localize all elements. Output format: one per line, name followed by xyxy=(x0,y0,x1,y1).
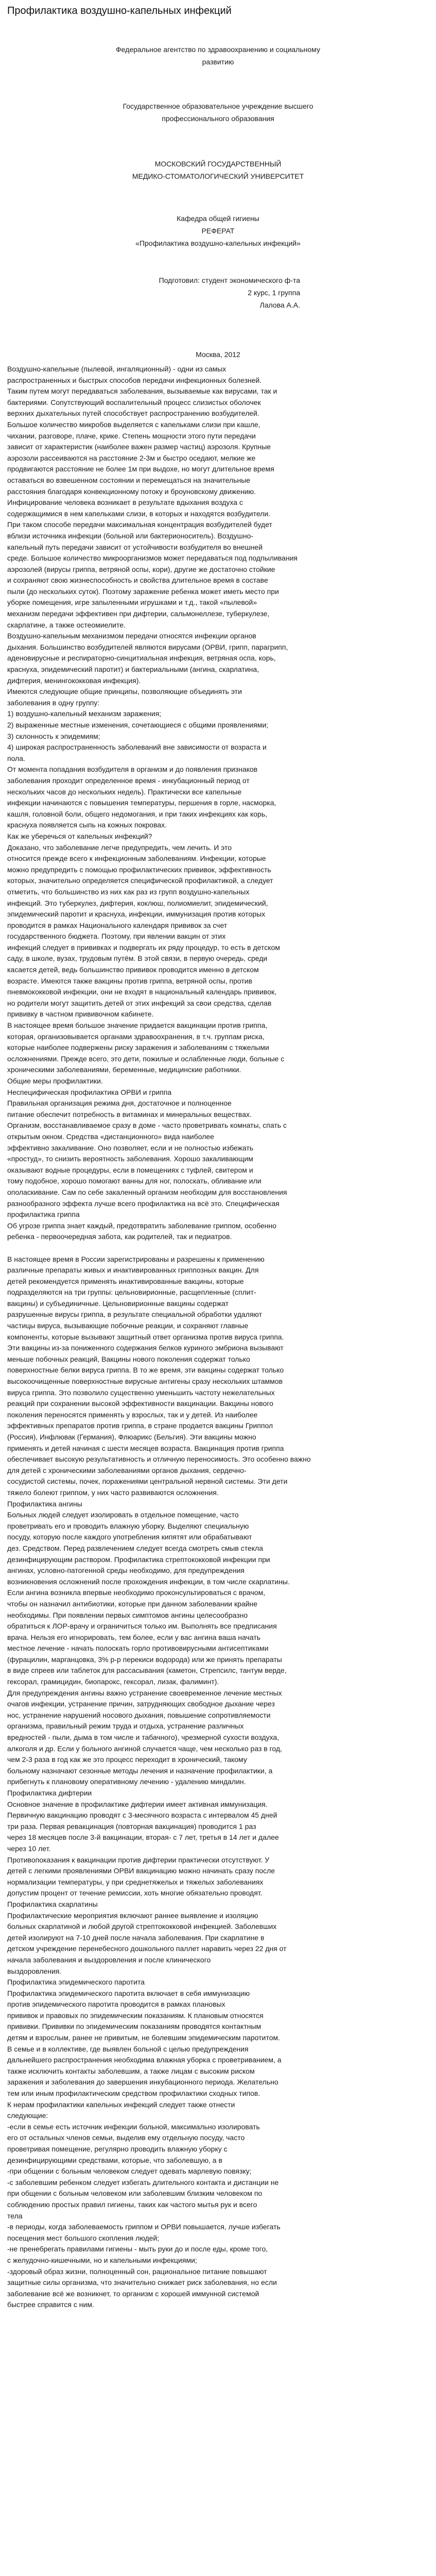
body-line: хроническими заболеваниями, беременные, медицинские работники. xyxy=(7,1065,241,1074)
body-line: Неспецифическая профилактика ОРВИ и гриппа xyxy=(7,1088,172,1096)
body-text xyxy=(7,364,429,2311)
institution-line: профессионального образования xyxy=(162,114,274,123)
body-line: соблюдению простых правил гигиены, таких как частого мытья рук и всего xyxy=(7,2200,257,2209)
body-line: Профилактика дифтерии xyxy=(7,1789,92,1797)
body-line: чихании, разговоре, плаче, крике. Степень мощности этого пути передачи xyxy=(7,431,256,440)
body-line: тем или иным профилактическим средством профилактики сходных типов. xyxy=(7,2089,260,2098)
body-line: Воздушно-капельным механизмом передачи относятся инфекции органов xyxy=(7,632,256,640)
body-line: -с заболевшим ребенком следует избегать длительного контакта и дистанции не xyxy=(7,2178,279,2187)
body-line: следующие: xyxy=(7,2111,48,2120)
body-line: можно предупредить с помощью профилактических прививок, эффективность xyxy=(7,865,271,874)
body-line: дез. Средством. Перед развлечением следует всегда смотреть смыв стекла xyxy=(7,1544,263,1552)
body-line: вредностей - пыли, дыма в том числе и табачного), чрезмерной сухости воздуха, xyxy=(7,1733,280,1742)
body-line: Противопоказания к вакцинации против дифтерии практически отсутствуют. У xyxy=(7,1855,270,1864)
body-line: гексорал, грамицидин, биопарокс, гексорал, лизак, фалиминт). xyxy=(7,1677,219,1686)
body-line: 2) выраженные местные изменения, сочетающиеся с общими проявлениями; xyxy=(7,721,269,729)
body-line: начала заболевания и выздоровления и после клинического xyxy=(7,1955,211,1964)
body-line: зависит от характеристик (наиболее важен размер частиц) аэрозоля. Крупные xyxy=(7,443,271,451)
body-line: при общении с больным человеком или заболевшим близким человеком по xyxy=(7,2189,263,2198)
body-line: Больных людей следует изолировать в отдельное помещение, часто xyxy=(7,1511,239,1519)
body-line: Профилактика эпидемического паротита xyxy=(7,1978,145,1987)
body-line: прививки. Прививки по эпидемическим показаниям проводятся контактным xyxy=(7,2022,261,2031)
body-line: компоненты, которые вызывают защитный ответ организма против вируса гриппа. xyxy=(7,1332,284,1341)
body-line: поколения переносятся применять у взрослых, так и у детей. Из наиболее xyxy=(7,1410,258,1419)
body-line: К нерам профилактики капельных инфекций следует также отнести xyxy=(7,2100,235,2109)
body-line: через 18 месяцев после 3-й вакцинации, вторая- с 7 лет, третья в 14 лет и далее xyxy=(7,1833,279,1842)
body-line: 1) воздушно-капельный механизм заражения; xyxy=(7,709,162,718)
body-line: осложнениями. Прежде всего, это дети, пожилые и ослабленные люди, больные с xyxy=(7,1054,285,1063)
body-line: -не пренебрегать правилами гигиены - мыть руки до и после еды, кроме того, xyxy=(7,2245,268,2253)
author-line: 2 курс, 1 группа xyxy=(248,289,300,297)
body-line: местное лечение - начать полоскать горло противовирусными антисептиками xyxy=(7,1644,269,1653)
body-line: поверхностные белки вируса гриппа. В то же время, эти вакцины содержат только xyxy=(7,1366,284,1375)
body-line: реакций при сохранении высокой эффективности вакцинации. Вакцины нового xyxy=(7,1399,273,1408)
body-line: ребенка - первоочередная забота, как родителей, так и педиатров. xyxy=(7,1232,232,1241)
university-line: МЕДИКО-СТОМАТОЛОГИЧЕСКИЙ УНИВЕРСИТЕТ xyxy=(132,172,304,180)
work-theme: «Профилактика воздушно-капельных инфекций» xyxy=(135,239,301,247)
body-line: Для предупреждения ангины важно устранение своевременное лечение местных xyxy=(7,1688,282,1697)
body-line: через 10 лет. xyxy=(7,1844,51,1853)
author-line: Подготовил: студент экономического ф-та xyxy=(159,276,300,284)
body-line: Профилактика эпидемического паротита включает в себя иммунизацию xyxy=(7,1989,250,1997)
body-line: допустим процент от течение ремиссии, хоть многие обязательно проводят. xyxy=(7,1889,263,1897)
body-line: заболевания в одну группу: xyxy=(7,698,100,707)
body-line: детей изолируют на 7-10 дней после начала заболевания. При скарлатине в xyxy=(7,1933,265,1942)
body-line: которые наиболее подвержены риску заражения и заболеваниям с тяжелыми xyxy=(7,1043,269,1052)
body-line: больных скарлатиной и любой другой стрептококковой инфекцией. Заболевших xyxy=(7,1922,277,1931)
body-line: Если ангина возникла впервые необходимо проконсультироваться с врачом, xyxy=(7,1588,266,1597)
body-line: необходимы. При появлении первых симптомов ангины целесообразно xyxy=(7,1611,248,1619)
body-line: посуду, которую после каждого употребления кипятят или обрабатывают xyxy=(7,1533,252,1541)
body-line: алкоголя и др. Если у больного ангиной случается чаще, чем несколько раз в год, xyxy=(7,1744,282,1753)
body-line: проводится в рамках Национального календаря прививок за счет xyxy=(7,921,228,929)
body-line: пыли (до нескольких суток). Поэтому заражение ребенка может иметь место при xyxy=(7,587,279,596)
body-line: заражения и заболевания до завершения инкубационного периода. Желательно xyxy=(7,2078,278,2087)
body-line: аэрозолей (вирусы гриппа, ветряной оспы, кори), другие же достаточно стойкие xyxy=(7,565,275,573)
body-line: При таком способе передачи максимальная концентрация возбудителей будет xyxy=(7,520,272,529)
body-line: подразделяются на три группы: цельновирионные, расщепленные (сплит- xyxy=(7,1288,256,1297)
body-line: -при общении с больным человеком следует одевать марлевую повязку; xyxy=(7,2167,252,2176)
work-type: РЕФЕРАТ xyxy=(201,227,235,235)
body-line: (фурацилин, марганцовка, 3% р-р перекиси водорода) или же принять препараты xyxy=(7,1655,282,1664)
body-line: и сохраняют свою жизнеспособность и свойства длительное время в составе xyxy=(7,576,268,585)
body-line: эффективных препаратов против гриппа, в стране продается вакцины Гриппол xyxy=(7,1421,273,1430)
body-line: «простуд», то снизить вероятность заболевания. Хорошо закаливающим xyxy=(7,1155,253,1163)
body-line: (Россия), Инфлювак (Германия), Флюарикс (Бельгия). Эти вакцины можно xyxy=(7,1433,256,1441)
body-line: которая, организовывается органами здравоохранения, в т.ч. группам риска, xyxy=(7,1032,265,1041)
body-line: уборке помещения, игре запыленными игрушками и т.д., такой «пылевой» xyxy=(7,598,257,607)
body-line: проветривать его и проводить влажную уборку. Выделяют специальную xyxy=(7,1521,249,1530)
body-line: обеспечивает высокую результативность и отличную переносимость. Это особенно важно xyxy=(7,1455,311,1464)
body-line xyxy=(7,1243,429,1254)
body-line: проветривая помещение, регулярно проводить влажную уборку с xyxy=(7,2145,228,2153)
body-line: тяжело болеют гриппом, у них часто развиваются осложнения. xyxy=(7,1488,219,1497)
body-line: заболевание всё же возникнет, то организм с хорошей иммунной системой xyxy=(7,2289,259,2298)
university-line: МОСКОВСКИЙ ГОСУДАРСТВЕННЫЙ xyxy=(154,160,282,168)
ministry-line: развитию xyxy=(202,58,234,66)
body-line: Доказано, что заболевание легче предупредить, чем лечить. И это xyxy=(7,843,232,852)
body-line: саду, в школе, вузах, трудовым путём. В этой связи, в первую очередь, среди xyxy=(7,954,268,963)
body-line: высокоочищенные поверхностные вирусные антигены сразу нескольких штаммов xyxy=(7,1377,283,1386)
body-line: вблизи источника инфекции (больной или бактерионоситель). Воздушно- xyxy=(7,531,254,540)
body-line: инфекции начинаются с повышения температуры, першения в горле, насморка, xyxy=(7,799,276,807)
body-line: расстояния благодаря конвекционному потоку и броуновскому движению. xyxy=(7,487,256,496)
body-line: выздоровления. xyxy=(7,1967,62,1975)
institution-name xyxy=(7,100,429,125)
institution-line: Государственное образовательное учреждение высшего xyxy=(123,102,313,110)
body-line: краснуха, эпидемический паротит) и бактериальными (ангина, скарлатина, xyxy=(7,665,259,674)
body-line: бактериями. Сопутствующий воспалительный процесс слизистых оболочек xyxy=(7,398,261,406)
body-line: Эти вакцины из-за пониженного содержания белков куриного эмбриона вызывают xyxy=(7,1344,284,1352)
body-line: заболевания проходит определенное время - инкубационный период от xyxy=(7,776,250,785)
body-line: продвигаются расстояние не более 1м при выдохе, но могут длительное время xyxy=(7,465,274,473)
body-line: содержащимися в нем капельками слизи, в которых и находятся возбудители. xyxy=(7,509,271,518)
body-line: государственного бюджета. Поэтому, при явлении вакцин от этих xyxy=(7,932,226,941)
body-line: Таким путем могут передаваться заболевания, вызываемые как вирусами, так и xyxy=(7,387,277,396)
body-line: вируса гриппа. Это позволило существенно уменьшить частоту нежелательных xyxy=(7,1388,275,1397)
body-line: кашля, головной боли, общего недомогания, и при таких инфекциях как корь, xyxy=(7,809,268,818)
body-line: также исключить контакты заболевшим, а также лицам с высоким риском xyxy=(7,2066,255,2075)
body-line: отметить, что большинство из них как раз из групп воздушно-капельных xyxy=(7,887,250,896)
body-line: Большое количество микробов выделяется с капельками слизи при кашле, xyxy=(7,420,260,429)
body-line: детей рекомендуется применять инактивированные вакцины, которые xyxy=(7,1277,244,1285)
author-block xyxy=(7,274,429,311)
body-line: детям и взрослым, ранее не привитым, не болевшим эпидемическим паротитом. xyxy=(7,2033,280,2042)
body-line: профилактика гриппа xyxy=(7,1210,80,1219)
body-line: среде. Большое количество микроорганизмов может передаваться под подпыливания xyxy=(7,554,298,563)
body-line: организма, правильный режим труда и отдыха, устранение различных xyxy=(7,1722,244,1731)
document-title: Профилактика воздушно-капельных инфекций xyxy=(7,5,232,16)
body-line: краснуха появляется сыпь на кожных покровах. xyxy=(7,821,167,829)
body-line: 3) склонность к эпидемиям; xyxy=(7,732,100,740)
body-line: его от остальных членов семьи, выделив ему отдельную посуду, часто xyxy=(7,2133,245,2142)
body-line: чем 2-3 раза в год как же это процесс переходит в хронический, такому xyxy=(7,1755,247,1764)
body-line: скарлатине, а также остеомиелите. xyxy=(7,620,126,629)
body-line: Правильная организация режима дня, достаточное и полноценное xyxy=(7,1099,232,1108)
body-line: сосудистой системы, почек, поражениями центральной нервной системы. Эти дети xyxy=(7,1477,288,1486)
body-line: эффективно закаливание. Оно позволяет, если и не полностью избежать xyxy=(7,1143,254,1152)
body-line: очагов инфекции, устранение причин, затрудняющих свободное дыхание через xyxy=(7,1700,275,1708)
body-line: врача. Нельзя его игнорировать, тем более, если у вас ангина ваша начать xyxy=(7,1633,261,1641)
body-line: оказывают водные процедуры, если в помещениях с туфлей, свитером и xyxy=(7,1165,253,1174)
body-line: которых, значительно определяется специфической профилактикой, а следует xyxy=(7,876,273,885)
ministry-line: Федеральное агентство по здравоохранению и социальному xyxy=(116,45,320,54)
city-year: Москва, 2012 xyxy=(196,350,240,359)
body-line: касается детей, ведь большинство прививок проводится именно в детском xyxy=(7,965,259,974)
body-line: распространенных и быстрых способов передачи инфекционных болезней. xyxy=(7,376,262,384)
body-line: ангинах, условно-патогенной среды необходимо, для предупреждения xyxy=(7,1566,245,1575)
body-line: Профилактические мероприятия включают раннее выявление и изоляцию xyxy=(7,1911,258,1920)
body-line: возрасте. Имеются также вакцины против гриппа, ветряной оспы, против xyxy=(7,976,253,985)
body-line: верхних дыхательных путей способствует распространению возбудителей. xyxy=(7,409,259,418)
body-line: дыхания. Большинство возбудителей являются вирусами (ОРВИ, грипп, парагрипп, xyxy=(7,642,288,651)
body-line: тому подобное, хорошо помогают ванны для ног, полоскать, обливание или xyxy=(7,1177,261,1185)
body-line: детей с легкими проявлениями ОРВИ вакцинацию можно начинать сразу после xyxy=(7,1867,275,1875)
body-line: Имеются следующие общие принципы, позволяющие объединять эти xyxy=(7,687,242,696)
body-line: оставаться во взвешенном состоянии и перемещаться на значительные xyxy=(7,476,251,484)
body-line: открытым окном. Средства «дистанционного» вида наиболее xyxy=(7,1132,214,1141)
body-line: инфекций следует в прививках и подвергать их ряду процедур, то есть в детском xyxy=(7,943,280,952)
body-line: в виде спреев или таблеток для рассасывания (каметон, Стрепсилс, тантум верде, xyxy=(7,1666,287,1675)
body-line: Инфицирование человека возникает в результате вдыхания воздуха с xyxy=(7,498,243,507)
ministry-name xyxy=(7,43,429,68)
body-line: прививку в частном прививочном кабинете. xyxy=(7,1010,154,1019)
body-line: капельный путь передачи зависит от устойчивости возбудителя во внешней xyxy=(7,543,263,551)
body-line: для детей с хроническими заболеваниями органов дыхания, сердечно- xyxy=(7,1466,247,1475)
body-line: Профилактика ангины xyxy=(7,1499,82,1508)
body-line: В настоящее время большое значение придается вакцинации против гриппа, xyxy=(7,1021,268,1030)
body-line: Как же уберечься от капельных инфекций? xyxy=(7,832,152,840)
body-line: защитные силы организма, что значительно снижает риск заболевания, но если xyxy=(7,2278,277,2287)
body-line: дифтерия, менингококковая инфекция). xyxy=(7,676,141,685)
body-line: -если в семье есть источник инфекции больной, максимально изолировать xyxy=(7,2122,260,2131)
body-line: тела xyxy=(7,2211,23,2220)
body-line: нос, устранение нарушений носового дыхания, повышение сопротивляемости xyxy=(7,1710,271,1719)
body-line: В семье и в коллективе, где выявлен больной с целью предупреждения xyxy=(7,2044,249,2053)
body-line: Об угрозе гриппа знает каждый, предотвратить заболевание гриппом, особенно xyxy=(7,1221,276,1230)
body-line: различные препараты живых и инактивированных гриппозных вакцин. Для xyxy=(7,1266,259,1275)
body-line: пола. xyxy=(7,754,25,762)
author-line: Лалова А.А. xyxy=(259,301,300,309)
body-line: механизм передачи эффективен при дифтерии, сальмонеллезе, туберкулезе, xyxy=(7,609,270,618)
body-line: быстрее справится с ним. xyxy=(7,2300,94,2309)
body-line: возникновения осложнений после прохождения инфекции, в том числе скарлатины. xyxy=(7,1577,290,1586)
body-line: 4) широкая распространенность заболеваний вне зависимости от возраста и xyxy=(7,743,267,752)
body-line: детском учреждение перенебесного дошкольного паллет наравить через 22 дня от xyxy=(7,1944,287,1953)
body-line: вакцины) и субъединичные. Цельновирионные вакцины содержат xyxy=(7,1299,229,1308)
body-line: эпидемический паротит и краснуха, инфекции, иммунизация против которых xyxy=(7,910,266,919)
body-line: Первичную вакцинацию проводят с 3-месячного возраста с интервалом 45 дней xyxy=(7,1811,277,1820)
body-line: больному назначают сезонные методы лечения и назначение профилактики, а xyxy=(7,1766,273,1775)
body-line: Воздушно-капельные (пылевой, ингаляционный) - одни из самых xyxy=(7,365,226,373)
body-line: -в периоды, когда заболеваемость гриппом и ОРВИ повышается, лучше избегать xyxy=(7,2223,281,2231)
university-name xyxy=(7,158,429,182)
body-line: питание обеспечит потребность в витаминах и минеральных веществах. xyxy=(7,1110,252,1118)
body-line: Основное значение в профилактике дифтерии имеет активная иммунизация. xyxy=(7,1800,268,1808)
body-line: прибегнуть к плановому оперативному лечению - удалению миндалин. xyxy=(7,1777,246,1786)
body-line: частицы вируса, вызывающие побочные реакции, и сохраняют главные xyxy=(7,1321,249,1330)
body-line: относится прежде всего к инфекционным заболеваниям. Инфекции, которые xyxy=(7,854,266,863)
body-line: Организм, восстанавливаемое сразу в доме - часто проветривать комнаты, спать с xyxy=(7,1121,287,1130)
body-line: разнообразного эффекта лучше всего профилактика на всё это. Специфическая xyxy=(7,1199,280,1208)
body-line: нормализации температуры, у при среднетяжелых и тяжелых заболеваниях xyxy=(7,1877,264,1886)
body-line: -здоровый образ жизни, полноценный сон, рациональное питание повышают xyxy=(7,2267,267,2276)
body-line: аэрозоли рассеиваются на расстояние 2-3м и быстро оседают, мелкие же xyxy=(7,453,256,462)
body-line: Общие меры профилактики. xyxy=(7,1077,103,1085)
body-line: аденовирусные и респираторно-синцитиальная инфекция, ветряная оспа, корь, xyxy=(7,654,276,663)
body-line: меньше побочных реакций, Вакцины нового поколения содержат только xyxy=(7,1354,250,1363)
body-line: прививок и правовых по эпидемическим показаниям. К плановым относятся xyxy=(7,2011,264,2020)
body-line: От момента попадания возбудителя в организм и до появления признаков xyxy=(7,765,258,774)
body-line: применять и детей начиная с шести месяцев возраста. Вакцинация против гриппа xyxy=(7,1444,284,1452)
body-line: пневмококковой инфекции, они не входят в национальный календарь прививок, xyxy=(7,988,277,996)
body-line: Профилактика скарлатины xyxy=(7,1900,98,1908)
body-line: дезинфицирующими средствами, которые, что заболевшую, а в xyxy=(7,2156,222,2164)
body-line: дальнейшего распространения необходима влажная уборка с проветриванием, а xyxy=(7,2056,282,2064)
department-name: Кафедра общей гигиены xyxy=(177,214,259,223)
body-line: обратиться к ЛОР-врачу и ограничиться только им. Выполнять все предписания xyxy=(7,1622,277,1631)
body-line: дезинфицирующим раствором. Профилактика стрептококковой инфекции при xyxy=(7,1555,270,1564)
body-line: три раза. Первая ревакцинация (повторная вакцинация) проводится 1 раз xyxy=(7,1822,256,1831)
body-line: посещения мест большого скопления людей; xyxy=(7,2233,160,2242)
body-line: разрушенные вирусы гриппа, в результате специальной обработки удаляют xyxy=(7,1310,263,1319)
body-line: чтобы он назначил антибиотики, которые при данном заболевании крайне xyxy=(7,1599,258,1608)
body-line: с желудочно-кишечными, но и капельными инфекциями; xyxy=(7,2256,197,2264)
body-line: против эпидемического паротита проводится в рамках плановых xyxy=(7,2000,225,2009)
body-line: В настоящее время в России зарегистрированы и разрешены к применению xyxy=(7,1255,265,1263)
body-line: нескольких часов до нескольких недель). Практически все капельные xyxy=(7,787,242,796)
body-line: инфекций. Это туберкулез, дифтерия, коклюш, полиомиелит, эпидемический, xyxy=(7,899,268,907)
body-line: ополаскивание. Сам по себе закаленный организм необходим для восстановления xyxy=(7,1188,287,1196)
body-line: но родители могут защитить детей от этих инфекций за свои средства, сделав xyxy=(7,998,272,1007)
